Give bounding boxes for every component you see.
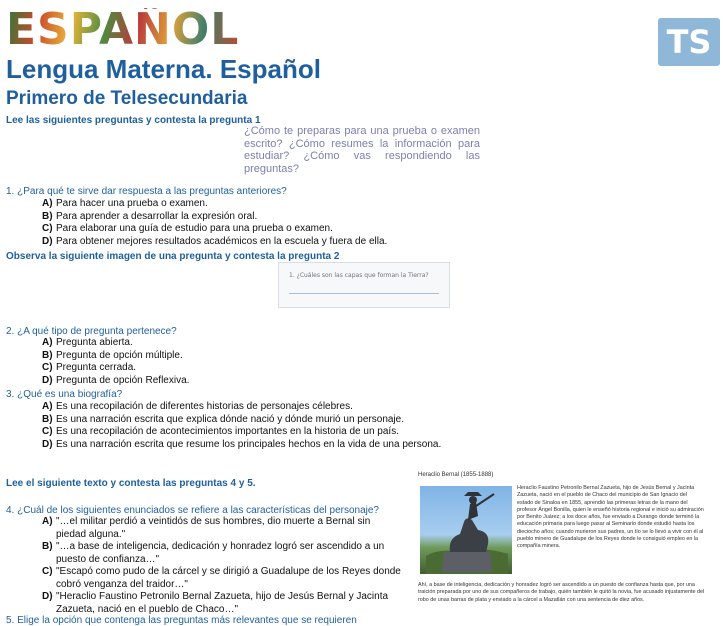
instruction-3: Lee el siguiente texto y contesta las preguntas 4 y 5. [6, 478, 256, 489]
option-4c[interactable]: C) "Escapó como pudo de la cárcel y se dirigió a Guadalupe de los Reyes donde cobró venganza del traidor…" [42, 566, 401, 590]
option-3c[interactable]: C) Es una recopilación de acontecimientos importantes en la historia de un país. [42, 426, 399, 437]
question-image-text: 1. ¿Cuáles son las capas que forman la Tierra? [289, 272, 429, 279]
study-questions-quote: ¿Cómo te preparas para una prueba o examen escrito? ¿Cómo resumes la información para estudiar? ¿Cómo vas respondiendo las preguntas? [244, 125, 480, 175]
question-2: 2. ¿A qué tipo de pregunta pertenece? [6, 326, 177, 337]
question-5: 5. Elige la opción que contenga las preguntas más relevantes que se requieren [6, 615, 357, 626]
option-2c[interactable]: C) Pregunta cerrada. [42, 362, 137, 373]
question-1: 1. ¿Para qué te sirve dar respuesta a las preguntas anteriores? [6, 186, 287, 197]
option-3a[interactable]: A) Es una recopilación de diferentes historias de personajes célebres. [42, 401, 353, 412]
telesecundaria-logo [658, 18, 720, 66]
option-3b[interactable]: B) Es una narración escrita que explica dónde nació y dónde murió un personaje. [42, 413, 404, 425]
biography-paragraph-2: Ahí, a base de inteligencia, dedicación y honradez logró ser ascendido a un puesto de confianza hasta que, por una traición preparada por uno de sus compañeros de trabajo, quién también le quitó la novia, fue acusado injustamente del robo de unas barras de plata y enviado a la cárcel a Mazatlán con una sentencia de diez años. [418, 582, 705, 603]
question-4: 4. ¿Cuál de los siguientes enunciados se refiere a las características del personaje? [6, 505, 379, 516]
answer-line [289, 293, 439, 294]
question-2-options [42, 337, 189, 387]
option-4a[interactable]: A) "…el militar perdió a veintidós de sus hombres, dio muerte a Bernal sin piedad alguna." [42, 516, 371, 540]
option-2b[interactable]: B) Pregunta de opción múltiple. [42, 349, 183, 361]
heraclio-bernal-statue-photo [420, 486, 512, 574]
instruction-2: Observa la siguiente imagen de una pregunta y contesta la pregunta 2 [6, 251, 340, 262]
page-title: Lengua Materna. Español [6, 54, 321, 84]
question-image [278, 262, 450, 308]
biography-title: Heraclio Bernal (1855-1888) [418, 472, 494, 478]
espanol-banner: ESPAÑOL [6, 4, 240, 55]
instruction-1: Lee las siguientes preguntas y contesta la pregunta 1 [6, 115, 261, 126]
option-1b[interactable]: B) Para aprender a desarrollar la expresión oral. [42, 210, 258, 222]
page-subtitle: Primero de Telesecundaria [6, 88, 248, 109]
option-1a[interactable]: A) Para hacer una prueba o examen. [42, 198, 208, 209]
biography-paragraph-1: Heraclio Faustino Petronilo Bernal Zazueta, hijo de Jesús Bernal y Jacinta Zazueta, nació en el pueblo de Chaco del municipio de San Ignacio del estado de Sinaloa en 1855, aprendió las primeras letras de la mano del profesor Ángel Bonilla, quien le enseñó historia regional e inició su admiración por Benito Juárez; a los doce años, fue enviado a Durango donde terminó la educación primaria para luego pasar al Seminario donde estudió hasta los dieciocho años; cuando murieron sus padres, un tío se lo llevó a vivir con él al pueblo minero de Guadalupe de los Reyes donde le consiguió empleo en la compañía minera. [517, 485, 704, 550]
logo-text: TS [666, 23, 712, 61]
question-1-options [42, 198, 387, 248]
option-1d[interactable]: D) Para obtener mejores resultados académicos en la escuela y fuera de ella. [42, 235, 388, 247]
option-2a[interactable]: A) Pregunta abierta. [42, 337, 133, 348]
question-3-options [42, 401, 441, 451]
question-4-options [42, 516, 402, 616]
option-3d[interactable]: D) Es una narración escrita que resume los principales hechos en la vida de una persona. [42, 438, 442, 450]
option-4d[interactable]: D) "Heraclio Faustino Petronilo Bernal Zazueta, hijo de Jesús Bernal y Jacinta Zazueta, nació en el pueblo de Chaco…" [42, 591, 389, 615]
question-3: 3. ¿Qué es una biografía? [6, 389, 123, 400]
statue-illustration [420, 486, 512, 574]
option-2d[interactable]: D) Pregunta de opción Reflexiva. [42, 374, 190, 386]
option-4b[interactable]: B) "…a base de inteligencia, dedicación y honradez logró ser ascendido a un puesto de confianza…" [42, 541, 385, 565]
option-1c[interactable]: C) Para elaborar una guía de estudio para una prueba o examen. [42, 223, 333, 234]
